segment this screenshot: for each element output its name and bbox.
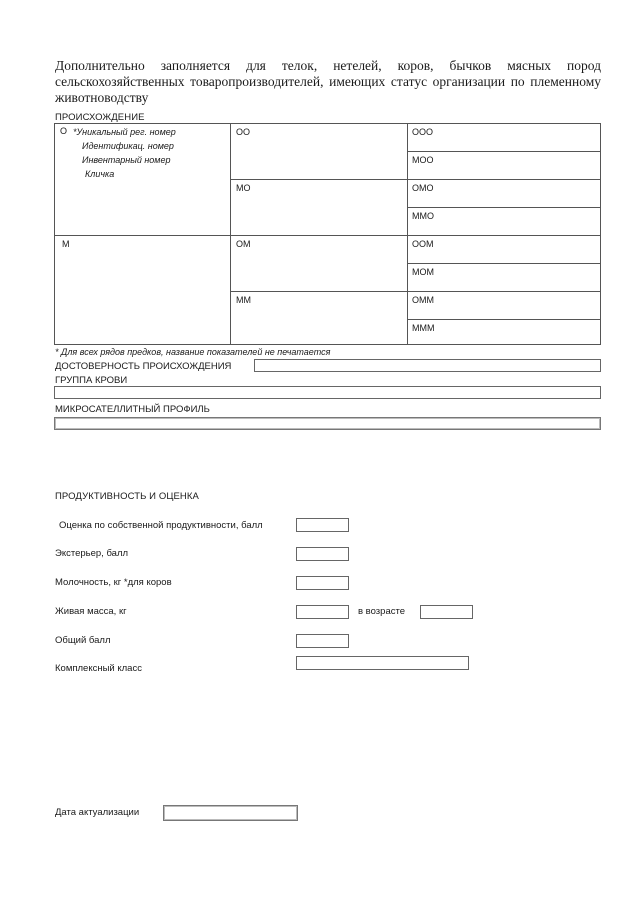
pedigree-hline-col3-1 (407, 151, 600, 152)
total-score-label: Общий балл (55, 635, 111, 646)
intro-paragraph: Дополнительно заполняется для телок, нетелей, коров, бычков мясных пород сельскохозяйственных товаропроизводителей, имеющих статус организации по племенному животноводству (55, 58, 601, 105)
milk-field[interactable] (296, 576, 349, 590)
o-field-unique-reg-number: *Уникальный рег. номер (73, 127, 176, 137)
pedigree-mo: МО (236, 183, 251, 193)
pedigree-vline-1 (230, 124, 231, 344)
complex-class-label: Комплексный класс (55, 663, 142, 674)
age-field[interactable] (420, 605, 473, 619)
pedigree-hline-col3-3 (407, 207, 600, 208)
pedigree-mmm: МММ (412, 323, 435, 333)
pedigree-hline-middle (55, 235, 600, 236)
pedigree-oo: ОО (236, 127, 251, 137)
pedigree-o-label: О (60, 126, 68, 136)
microsatellite-field[interactable] (54, 417, 601, 430)
o-field-nickname: Кличка (85, 169, 115, 179)
pedigree-footnote: * Для всех рядов предков, название показателей не печатается (55, 347, 331, 357)
pedigree-hline-col2-3 (230, 291, 600, 292)
pedigree-vline-2 (407, 124, 408, 344)
exterior-label: Экстерьер, балл (55, 548, 129, 559)
exterior-field[interactable] (296, 547, 349, 561)
reliability-field[interactable] (254, 359, 601, 372)
microsatellite-label: МИКРОСАТЕЛЛИТНЫЙ ПРОФИЛЬ (55, 404, 210, 415)
pedigree-omm: ОММ (412, 295, 434, 305)
own-productivity-label: Оценка по собственной продуктивности, балл (59, 520, 263, 531)
live-weight-field[interactable] (296, 605, 349, 619)
live-weight-label: Живая масса, кг (55, 606, 127, 617)
pedigree-oom: ООМ (412, 239, 434, 249)
pedigree-om: ОМ (236, 239, 251, 249)
pedigree-omo: ОМО (412, 183, 434, 193)
o-field-identification-number: Идентификац. номер (82, 141, 174, 151)
pedigree-mom: МОМ (412, 267, 434, 277)
pedigree-mmo: ММО (412, 211, 434, 221)
pedigree-table (54, 123, 601, 345)
pedigree-m-label: М (62, 239, 70, 249)
milk-label: Молочность, кг *для коров (55, 577, 172, 588)
blood-group-label: ГРУППА КРОВИ (55, 375, 128, 386)
at-age-label: в возрасте (358, 606, 406, 617)
pedigree-hline-col3-7 (407, 319, 600, 320)
origin-title: ПРОИСХОЖДЕНИЕ (55, 112, 145, 123)
update-date-field[interactable] (163, 805, 298, 821)
reliability-label: ДОСТОВЕРНОСТЬ ПРОИСХОЖДЕНИЯ (55, 361, 232, 372)
own-productivity-field[interactable] (296, 518, 349, 532)
total-score-field[interactable] (296, 634, 349, 648)
pedigree-mm: ММ (236, 295, 251, 305)
pedigree-o-fields (73, 125, 176, 181)
pedigree-moo: МОО (412, 155, 434, 165)
pedigree-hline-col2-1 (230, 179, 600, 180)
pedigree-ooo: ООО (412, 127, 434, 137)
update-date-label: Дата актуализации (55, 807, 140, 818)
o-field-inventory-number: Инвентарный номер (82, 155, 171, 165)
productivity-title: ПРОДУКТИВНОСТЬ И ОЦЕНКА (55, 491, 199, 502)
blood-group-field[interactable] (54, 386, 601, 399)
complex-class-field[interactable] (296, 656, 469, 670)
pedigree-hline-col3-5 (407, 263, 600, 264)
